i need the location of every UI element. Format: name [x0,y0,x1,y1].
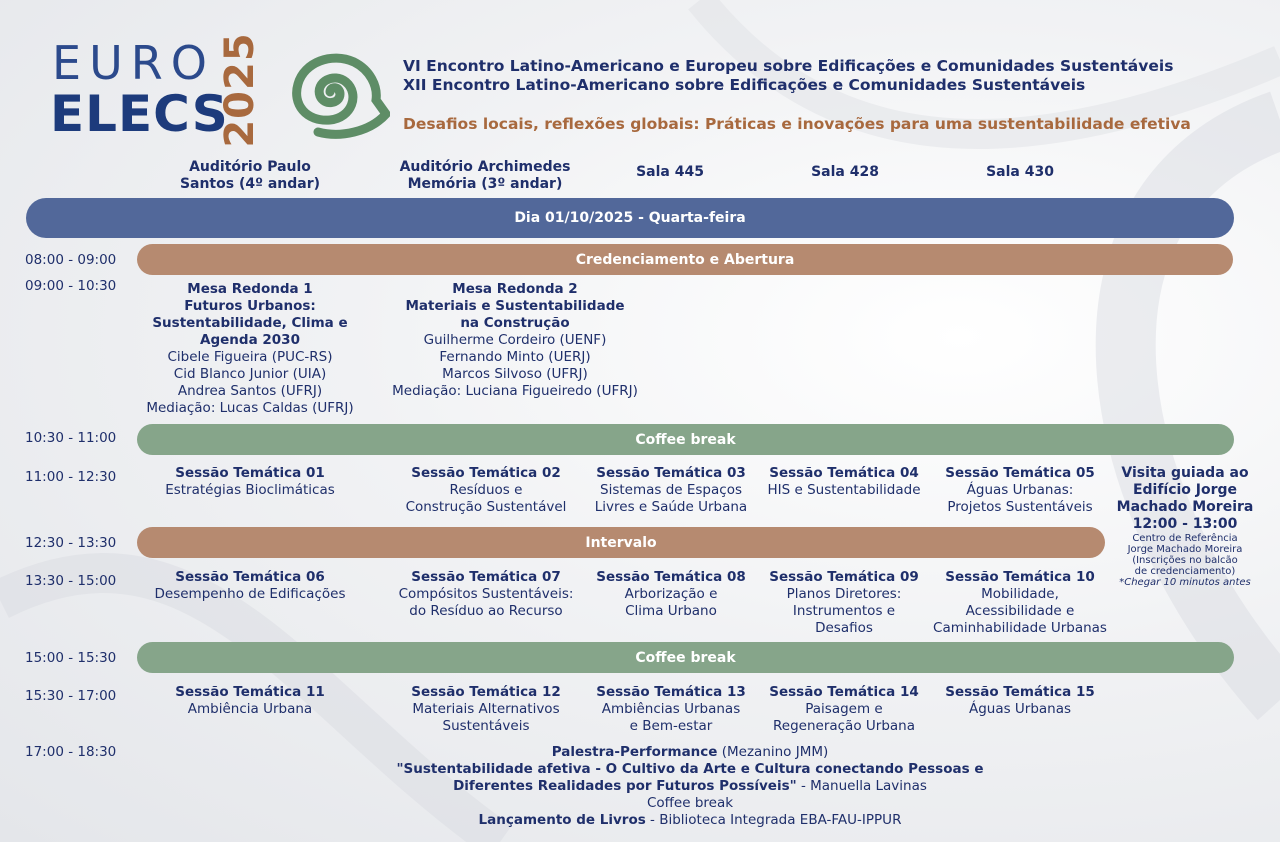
round-table-1: Mesa Redonda 1 Futuros Urbanos: Sustentabilidade, Clima e Agenda 2030 Cibele Figueira (PUC-RS) Cid Blanco Junior (UIA) Andrea Santos (UFRJ) Mediação: Lucas Caldas (UFRJ) [146,281,354,416]
session-11: Sessão Temática 11 Ambiência Urbana [175,684,325,717]
guided-visit: Visita guiada ao Edifício Jorge Machado Moreira 12:00 - 13:00 Centro de Referência Jorge Machado Moreira (Inscrições no balcão de credenciamento) *Chegar 10 minutos antes [1116,465,1254,588]
session-02: Sessão Temática 02 Resíduos e Construção Sustentável [405,465,567,515]
logo-year: 2025 [217,32,263,148]
room-header-2: Auditório Archimedes Memória (3º andar) [399,159,571,192]
session-10: Sessão Temática 10 Mobilidade, Acessibilidade e Caminhabilidade Urbanas [933,569,1107,636]
header-line-2: XII Encontro Latino-Americano sobre Edificações e Comunidades Sustentáveis [403,76,1086,94]
logo-elecs: ELECS [50,85,229,143]
lunch-bar: Intervalo [137,527,1105,558]
logo-euro: EURO [52,36,215,90]
coffee-break-bar: Coffee break [137,642,1234,673]
time-slot: 12:30 - 13:30 [25,535,117,551]
coffee-break-bar: Coffee break [137,424,1234,455]
session-03: Sessão Temática 03 Sistemas de Espaços Livres e Saúde Urbana [594,465,748,515]
header-tagline: Desafios locais, reflexões globais: Práticas e inovações para uma sustentabilidade efetiva [403,115,1191,133]
session-09: Sessão Temática 09 Planos Diretores: Instrumentos e Desafios [769,569,919,636]
session-05: Sessão Temática 05 Águas Urbanas: Projetos Sustentáveis [945,465,1095,515]
spiral-logo-icon [270,42,390,142]
session-15: Sessão Temática 15 Águas Urbanas [945,684,1095,717]
time-slot: 10:30 - 11:00 [25,430,117,446]
time-slot: 09:00 - 10:30 [25,278,117,294]
time-slot: 17:00 - 18:30 [25,744,117,760]
time-slot: 13:30 - 15:00 [25,573,117,589]
session-13: Sessão Temática 13 Ambiências Urbanas e Bem-estar [596,684,746,734]
session-06: Sessão Temática 06 Desempenho de Edificações [154,569,346,602]
day-bar: Dia 01/10/2025 - Quarta-feira [26,198,1234,238]
session-07: Sessão Temática 07 Compósitos Sustentáveis: do Resíduo ao Recurso [398,569,574,619]
opening-bar: Credenciamento e Abertura [137,244,1233,275]
session-08: Sessão Temática 08 Arborização e Clima Urbano [596,569,746,619]
round-table-2: Mesa Redonda 2 Materiais e Sustentabilidade na Construção Guilherme Cordeiro (UENF) Fernando Minto (UERJ) Marcos Silvoso (UFRJ) Mediação: Luciana Figueiredo (UFRJ) [392,281,638,399]
time-slot: 08:00 - 09:00 [25,252,117,268]
room-header-5: Sala 430 [986,164,1054,180]
time-slot: 15:30 - 17:00 [25,688,117,704]
room-header-1: Auditório Paulo Santos (4º andar) [179,159,321,192]
header-line-1: VI Encontro Latino-Americano e Europeu sobre Edificações e Comunidades Sustentáveis [403,57,1174,75]
session-12: Sessão Temática 12 Materiais Alternativos Sustentáveis [411,684,561,734]
time-slot: 15:00 - 15:30 [25,650,117,666]
closing-events: Palestra-Performance (Mezanino JMM) "Sustentabilidade afetiva - O Cultivo da Arte e Cultura conectando Pessoas e Diferentes Realidades por Futuros Possíveis" - Manuella Lavinas Coffee break Lançamento de Livros - Biblioteca Integrada EBA-FAU-IPPUR [396,744,984,828]
room-header-3: Sala 445 [636,164,704,180]
session-01: Sessão Temática 01 Estratégias Bioclimáticas [165,465,335,498]
room-header-4: Sala 428 [811,164,879,180]
time-slot: 11:00 - 12:30 [25,469,117,485]
session-04: Sessão Temática 04 HIS e Sustentabilidade [767,465,921,498]
session-14: Sessão Temática 14 Paisagem e Regeneração Urbana [769,684,919,734]
